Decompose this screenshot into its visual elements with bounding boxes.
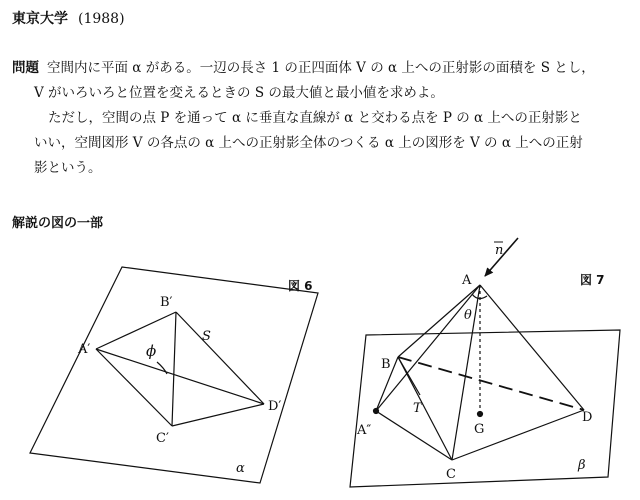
fig7-label-theta: θ (464, 308, 472, 323)
fig7-label-t: T (413, 401, 422, 416)
angle-arc-phi (157, 362, 167, 374)
exam-year: (1988) (78, 11, 125, 27)
fig7-label-beta: β (578, 458, 586, 473)
problem-line-2: V がいろいろと位置を変えるときの S の最大値と最小値を求めよ。 (34, 85, 444, 101)
problem-line-5: 影という。 (34, 160, 102, 176)
edge-t-line (398, 357, 420, 395)
point-a2 (374, 409, 379, 414)
figure-6 (30, 267, 318, 483)
projection-line-a (376, 285, 480, 411)
fig6-label-d: D′ (268, 399, 282, 414)
fig6-label-alpha: α (236, 461, 245, 476)
edge-b-c (398, 357, 452, 460)
problem-label: 問題 (12, 60, 39, 76)
edge-b-c (172, 312, 176, 426)
edge-a-d (96, 349, 264, 404)
edge-a-c (96, 349, 172, 426)
university-name: 東京大学 (12, 11, 68, 27)
fig7-label-g: G (474, 422, 485, 437)
edge-c-d (452, 410, 584, 460)
fig6-label-c: C′ (156, 431, 169, 446)
fig6-label-phi: ϕ (146, 342, 157, 360)
edge-a-b (96, 312, 176, 349)
fig7-label-n: n (495, 243, 504, 258)
fig7-label-b: B (381, 357, 391, 372)
problem-line-4: いい，空間図形 V の各点の α 上への正射影全体のつくる α 上の図形を V の α 上への正射 (34, 135, 583, 151)
edge-c-d (172, 404, 264, 426)
fig7-title: 図 7 (580, 273, 605, 287)
fig6-label-a: A′ (78, 342, 91, 357)
fig6-label-s: S (202, 329, 211, 344)
fig7-label-a2: A″ (357, 423, 372, 438)
fig7-label-c: C (446, 467, 456, 482)
fig6-title: 図 6 (288, 279, 313, 293)
fig6-label-b: B′ (160, 295, 173, 310)
fig7-label-d: D (582, 410, 593, 425)
problem-line-3: ただし，空間の点 P を通って α に垂直な直線が α と交わる点を P の α 上への正射影と (48, 110, 582, 126)
edge-a-d (480, 285, 584, 410)
edge-a2-c (376, 411, 452, 460)
section-title: 解説の図の一部 (12, 216, 104, 231)
point-g (478, 412, 483, 417)
fig7-label-a: A (462, 273, 472, 288)
edge-b-d-hidden (398, 357, 584, 410)
problem-line-1: 問題 空間内に平面 α がある。一辺の長さ 1 の正四面体 V の α 上への正射影の面積を S とし， (12, 60, 595, 76)
